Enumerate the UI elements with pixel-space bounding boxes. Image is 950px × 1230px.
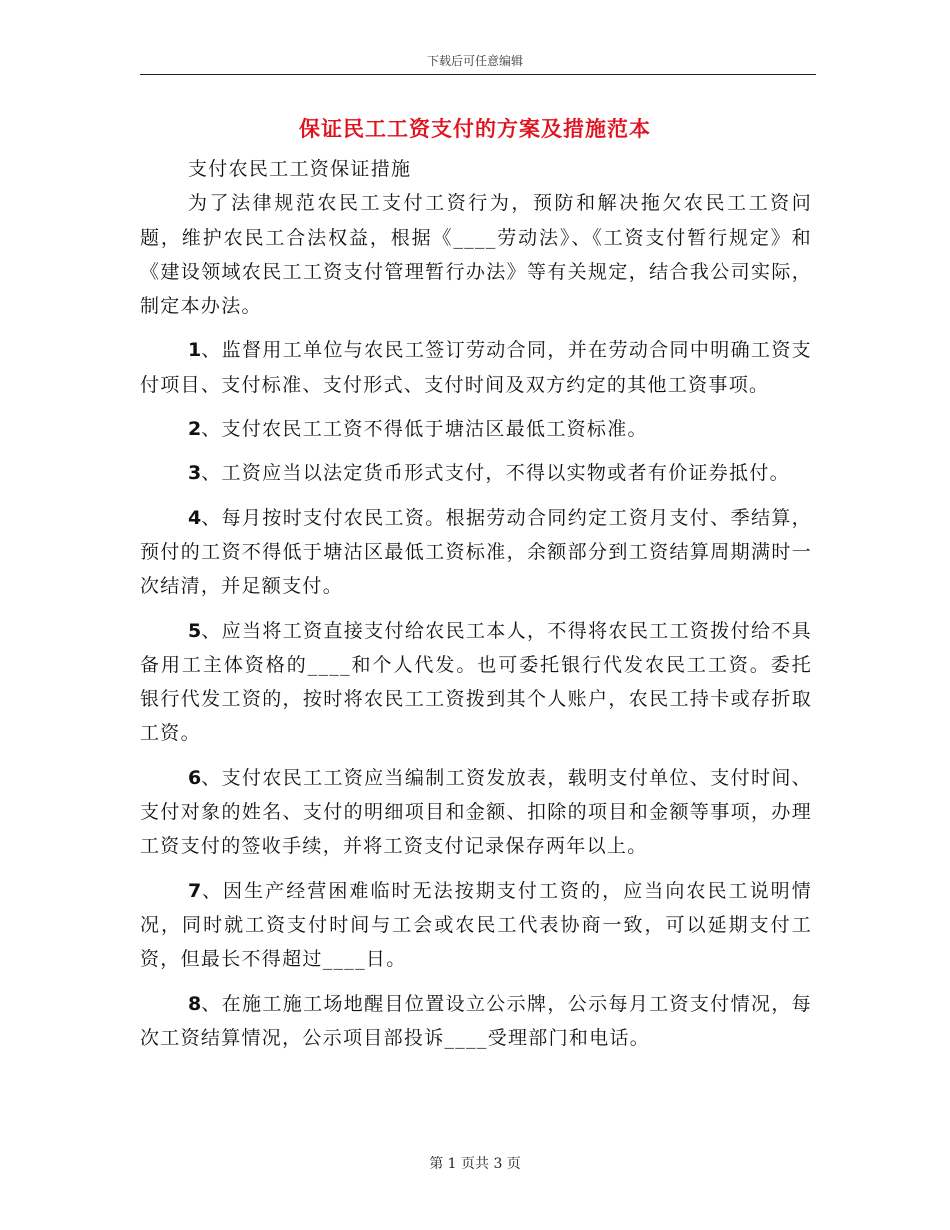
item-number: 7	[188, 879, 202, 902]
item-text: 、支付农民工工资不得低于塘沽区最低工资标准。	[201, 418, 648, 441]
header-divider	[140, 74, 816, 75]
page-header: 下载后可任意编辑	[426, 54, 523, 68]
list-item-2	[140, 412, 812, 446]
item-number: 3	[188, 462, 202, 485]
list-item-1	[140, 333, 812, 402]
item-text: 、应当将工资直接支付给农民工本人，不得将农民工工资拨付给不具备用工主体资格的____和个人代发。也可委托银行代发农民工工资。委托银行代发工资的，按时将农民工工资拨到其个人账户，农民工持卡或存折取工资。	[140, 619, 812, 745]
list-item-3	[140, 456, 812, 490]
item-number: 1	[188, 339, 202, 362]
item-text: 、在施工施工场地醒目位置设立公示牌，公示每月工资支付情况，每次工资结算情况，公示项目部投诉____受理部门和电话。	[140, 992, 812, 1049]
list-item-4	[140, 501, 812, 604]
intro-paragraph: 为了法律规范农民工支付工资行为，预防和解决拖欠农民工工资问题，维护农民工合法权益，根据《____劳动法》、《工资支付暂行规定》和《建设领域农民工工资支付管理暂行办法》等有关规定，结合我公司实际，制定本办法。	[140, 192, 812, 318]
item-number: 4	[188, 506, 202, 529]
item-number: 5	[188, 619, 202, 642]
list-item-6	[140, 761, 812, 864]
document-body	[140, 152, 812, 1055]
item-text: 、因生产经营困难临时无法按期支付工资的，应当向农民工说明情况，同时就工资支付时间与工会或农民工代表协商一致，可以延期支付工资，但最长不得超过____日。	[140, 879, 812, 971]
document-title: 保证民工工资支付的方案及措施范本	[299, 116, 651, 141]
item-number: 8	[188, 992, 202, 1015]
list-item-8	[140, 987, 812, 1056]
document-subtitle: 支付农民工工资保证措施	[188, 158, 412, 180]
item-number: 2	[188, 418, 202, 441]
item-text: 、每月按时支付农民工资。根据劳动合同约定工资月支付、季结算，预付的工资不得低于塘沽区最低工资标准，余额部分到工资结算周期满时一次结清，并足额支付。	[140, 506, 812, 598]
list-item-7	[140, 874, 812, 977]
item-number: 6	[188, 766, 202, 789]
list-item-5	[140, 614, 812, 751]
page-number: 第 1 页共 3 页	[429, 1156, 521, 1172]
item-text: 、监督用工单位与农民工签订劳动合同，并在劳动合同中明确工资支付项目、支付标准、支付形式、支付时间及双方约定的其他工资事项。	[140, 339, 812, 396]
item-text: 、工资应当以法定货币形式支付，不得以实物或者有价证券抵付。	[201, 462, 790, 485]
item-text: 、支付农民工工资应当编制工资发放表，载明支付单位、支付时间、支付对象的姓名、支付的明细项目和金额、扣除的项目和金额等事项，办理工资支付的签收手续，并将工资支付记录保存两年以上。	[140, 766, 812, 858]
